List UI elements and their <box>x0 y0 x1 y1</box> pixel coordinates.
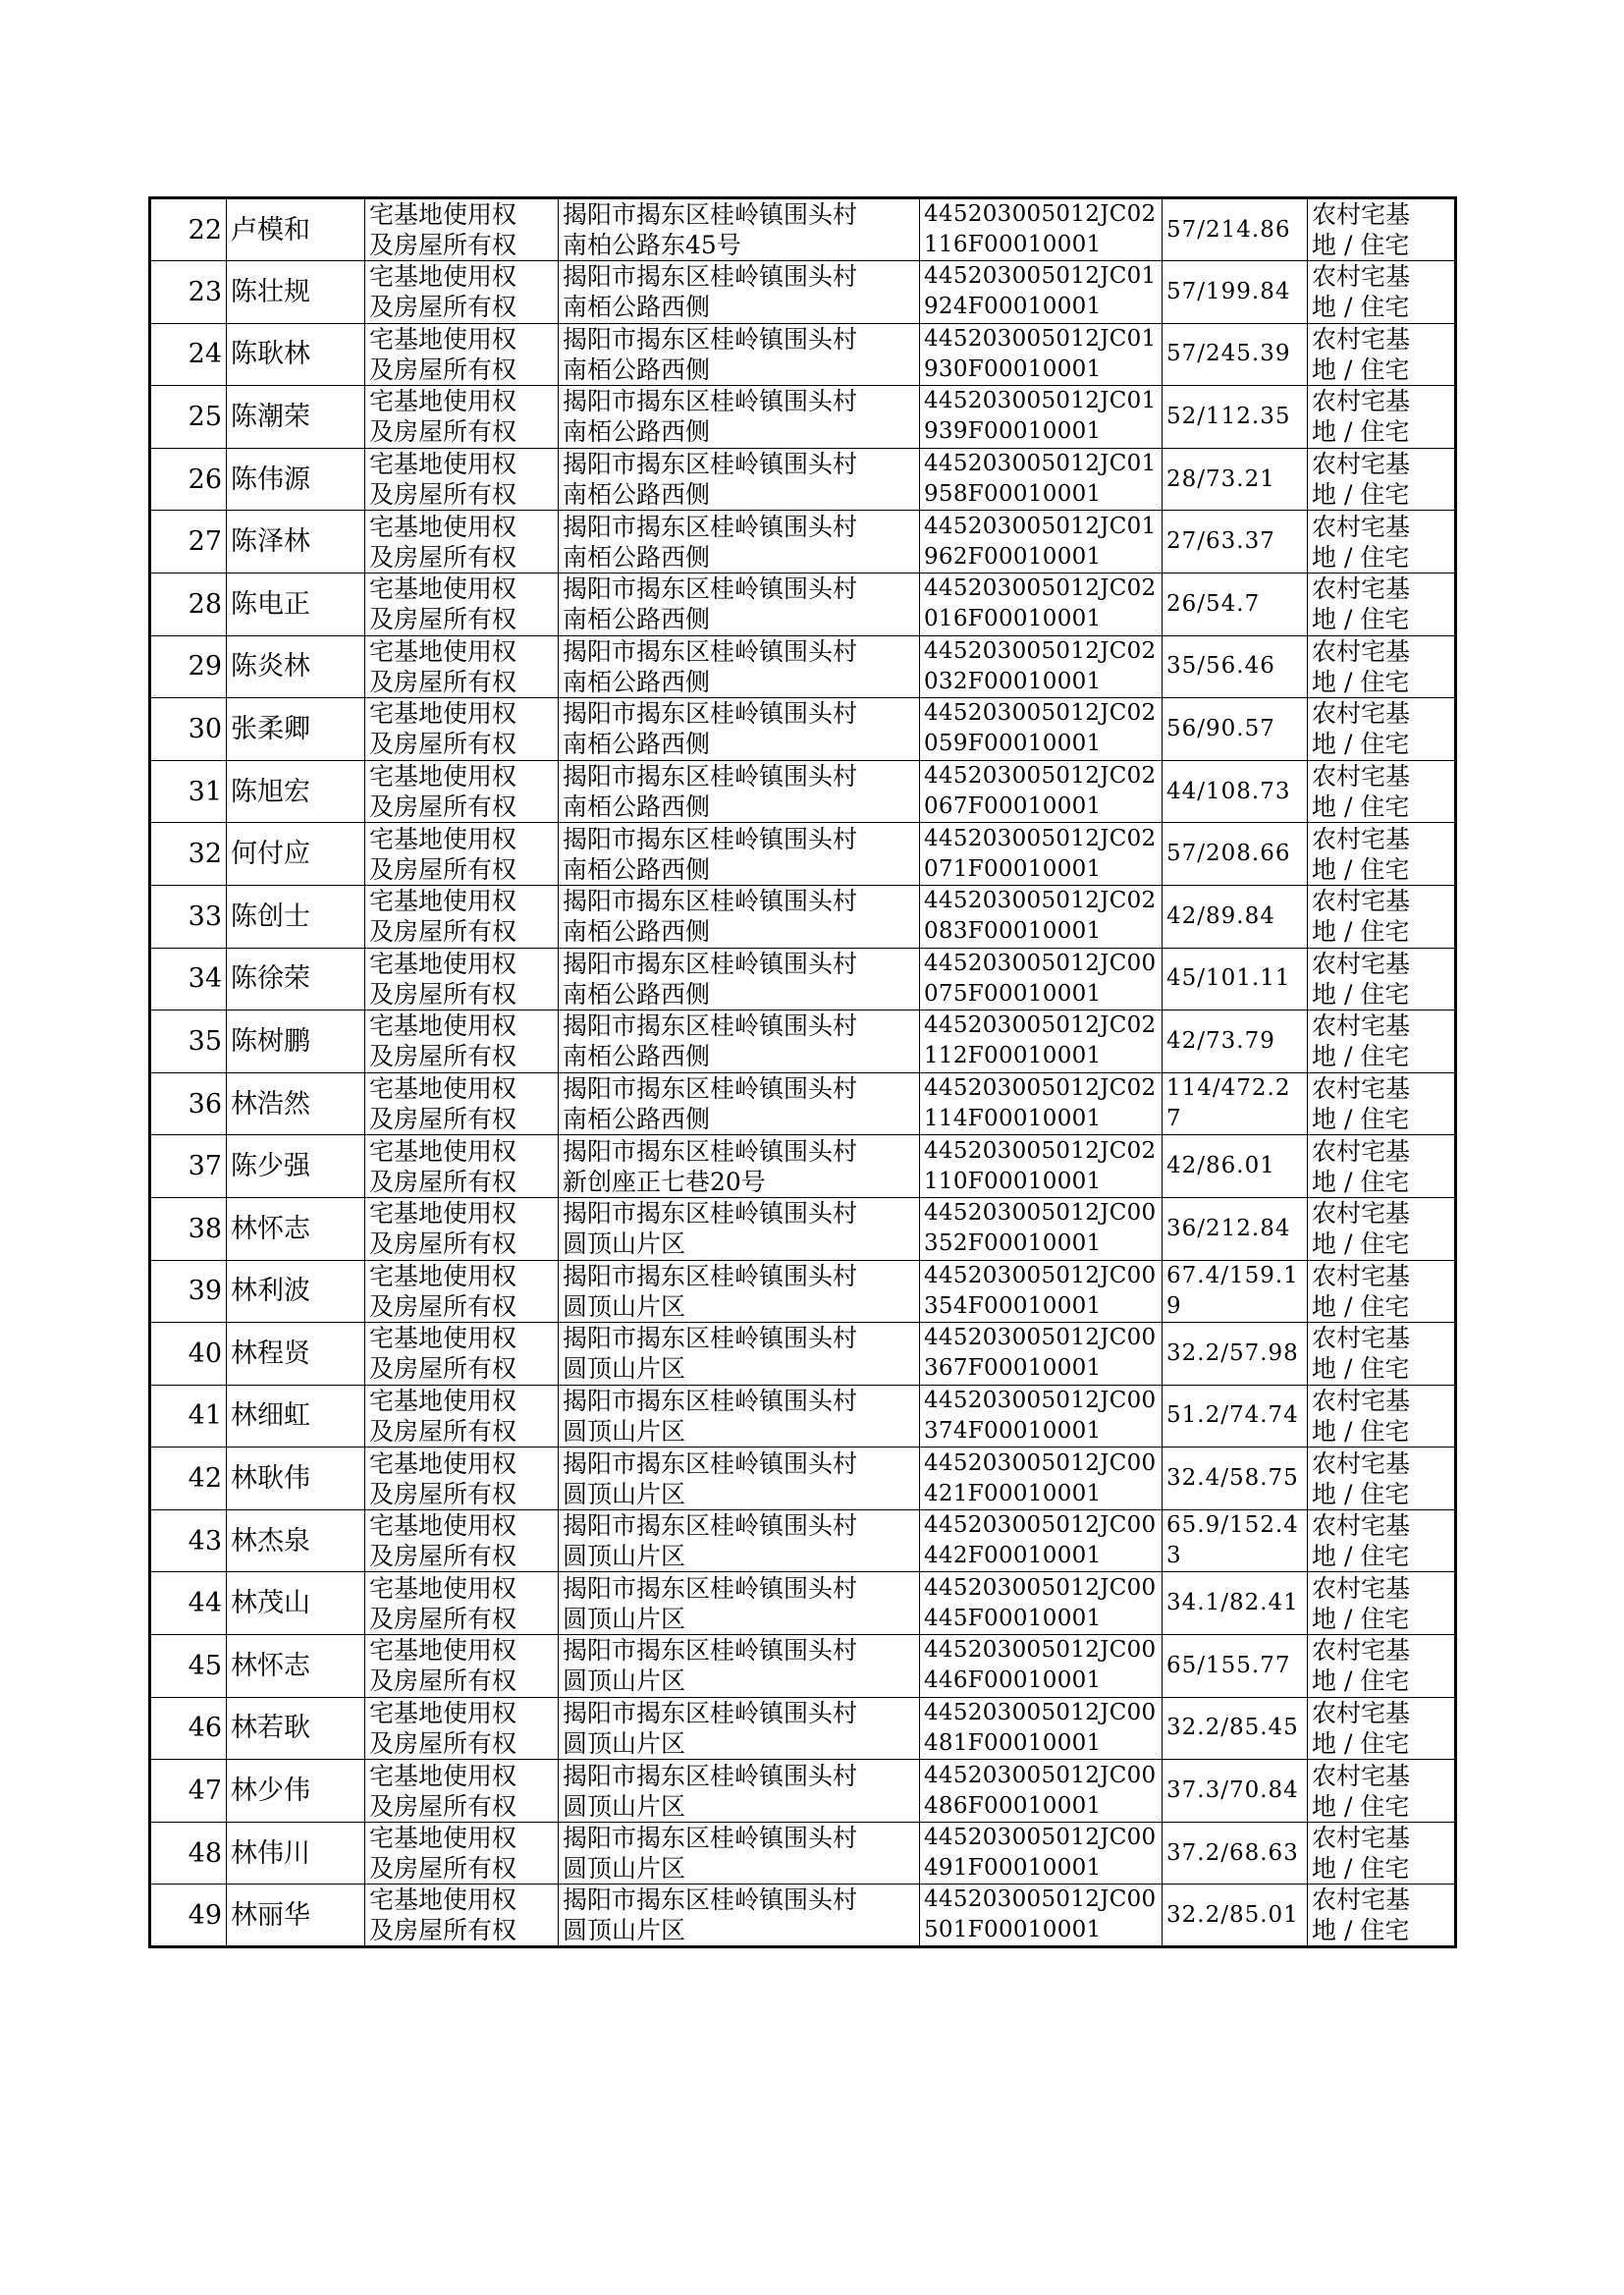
property-location: 揭阳市揭东区桂岭镇围头村 南栢公路西侧 <box>559 823 920 886</box>
owner-name: 林浩然 <box>227 1072 365 1135</box>
right-type: 宅基地使用权 及房屋所有权 <box>365 1011 559 1073</box>
row-number: 40 <box>150 1323 227 1386</box>
land-use: 农村宅基 地 / 住宅 <box>1308 823 1456 886</box>
property-location: 揭阳市揭东区桂岭镇围头村 南栢公路西侧 <box>559 573 920 635</box>
unit-number: 445203005012JC02032F00010001 <box>920 635 1163 698</box>
table-row <box>150 1760 1456 1823</box>
land-use: 农村宅基 地 / 住宅 <box>1308 885 1456 948</box>
owner-name: 陈泽林 <box>227 511 365 574</box>
row-number: 31 <box>150 760 227 823</box>
area-value: 45/101.11 <box>1163 948 1308 1011</box>
row-number: 28 <box>150 573 227 635</box>
table-row <box>150 1385 1456 1448</box>
right-type: 宅基地使用权 及房屋所有权 <box>365 1260 559 1323</box>
property-location: 揭阳市揭东区桂岭镇围头村 圆顶山片区 <box>559 1760 920 1823</box>
row-number: 38 <box>150 1197 227 1260</box>
land-use: 农村宅基 地 / 住宅 <box>1308 948 1456 1011</box>
owner-name: 林耿伟 <box>227 1448 365 1510</box>
table-row <box>150 386 1456 449</box>
property-location: 揭阳市揭东区桂岭镇围头村 圆顶山片区 <box>559 1323 920 1386</box>
area-value: 67.4/159.19 <box>1163 1260 1308 1323</box>
area-value: 37.3/70.84 <box>1163 1760 1308 1823</box>
row-number: 22 <box>150 198 227 261</box>
unit-number: 445203005012JC00442F00010001 <box>920 1509 1163 1572</box>
row-number: 26 <box>150 448 227 511</box>
land-use: 农村宅基 地 / 住宅 <box>1308 1885 1456 1947</box>
right-type: 宅基地使用权 及房屋所有权 <box>365 1760 559 1823</box>
property-location: 揭阳市揭东区桂岭镇围头村 圆顶山片区 <box>559 1822 920 1885</box>
land-use: 农村宅基 地 / 住宅 <box>1308 1072 1456 1135</box>
owner-name: 陈电正 <box>227 573 365 635</box>
property-location: 揭阳市揭东区桂岭镇围头村 南栢公路西侧 <box>559 948 920 1011</box>
table-row <box>150 261 1456 324</box>
right-type: 宅基地使用权 及房屋所有权 <box>365 261 559 324</box>
property-location: 揭阳市揭东区桂岭镇围头村 圆顶山片区 <box>559 1197 920 1260</box>
right-type: 宅基地使用权 及房屋所有权 <box>365 823 559 886</box>
owner-name: 林程贤 <box>227 1323 365 1386</box>
unit-number: 445203005012JC02110F00010001 <box>920 1135 1163 1198</box>
table-row <box>150 323 1456 386</box>
area-value: 32.2/85.01 <box>1163 1885 1308 1947</box>
unit-number: 445203005012JC01939F00010001 <box>920 386 1163 449</box>
row-number: 32 <box>150 823 227 886</box>
unit-number: 445203005012JC00367F00010001 <box>920 1323 1163 1386</box>
row-number: 27 <box>150 511 227 574</box>
owner-name: 林怀志 <box>227 1635 365 1698</box>
right-type: 宅基地使用权 及房屋所有权 <box>365 1448 559 1510</box>
right-type: 宅基地使用权 及房屋所有权 <box>365 1572 559 1635</box>
right-type: 宅基地使用权 及房屋所有权 <box>365 386 559 449</box>
row-number: 46 <box>150 1697 227 1760</box>
area-value: 52/112.35 <box>1163 386 1308 449</box>
table-row <box>150 1572 1456 1635</box>
table-row <box>150 1509 1456 1572</box>
owner-name: 林丽华 <box>227 1885 365 1947</box>
right-type: 宅基地使用权 及房屋所有权 <box>365 1323 559 1386</box>
unit-number: 445203005012JC00486F00010001 <box>920 1760 1163 1823</box>
unit-number: 445203005012JC00491F00010001 <box>920 1822 1163 1885</box>
owner-name: 林利波 <box>227 1260 365 1323</box>
land-use: 农村宅基 地 / 住宅 <box>1308 1448 1456 1510</box>
property-location: 揭阳市揭东区桂岭镇围头村 南栢公路西侧 <box>559 1011 920 1073</box>
land-use: 农村宅基 地 / 住宅 <box>1308 573 1456 635</box>
row-number: 48 <box>150 1822 227 1885</box>
land-use: 农村宅基 地 / 住宅 <box>1308 386 1456 449</box>
unit-number: 445203005012JC00354F00010001 <box>920 1260 1163 1323</box>
land-use: 农村宅基 地 / 住宅 <box>1308 261 1456 324</box>
owner-name: 何付应 <box>227 823 365 886</box>
property-location: 揭阳市揭东区桂岭镇围头村 南栢公路西侧 <box>559 885 920 948</box>
area-value: 27/63.37 <box>1163 511 1308 574</box>
unit-number: 445203005012JC00374F00010001 <box>920 1385 1163 1448</box>
row-number: 45 <box>150 1635 227 1698</box>
land-use: 农村宅基 地 / 住宅 <box>1308 1509 1456 1572</box>
right-type: 宅基地使用权 及房屋所有权 <box>365 1135 559 1198</box>
area-value: 32.4/58.75 <box>1163 1448 1308 1510</box>
property-location: 揭阳市揭东区桂岭镇围头村 南柏公路东45号 <box>559 198 920 261</box>
right-type: 宅基地使用权 及房屋所有权 <box>365 1509 559 1572</box>
owner-name: 陈树鹏 <box>227 1011 365 1073</box>
table-row <box>150 1635 1456 1698</box>
property-location: 揭阳市揭东区桂岭镇围头村 南栢公路西侧 <box>559 511 920 574</box>
unit-number: 445203005012JC02114F00010001 <box>920 1072 1163 1135</box>
owner-name: 陈旭宏 <box>227 760 365 823</box>
row-number: 34 <box>150 948 227 1011</box>
owner-name: 林茂山 <box>227 1572 365 1635</box>
table-row <box>150 1011 1456 1073</box>
property-location: 揭阳市揭东区桂岭镇围头村 南栢公路西侧 <box>559 323 920 386</box>
right-type: 宅基地使用权 及房屋所有权 <box>365 1885 559 1947</box>
owner-name: 陈少强 <box>227 1135 365 1198</box>
land-use: 农村宅基 地 / 住宅 <box>1308 1197 1456 1260</box>
property-location: 揭阳市揭东区桂岭镇围头村 南栢公路西侧 <box>559 1072 920 1135</box>
land-use: 农村宅基 地 / 住宅 <box>1308 448 1456 511</box>
owner-name: 林若耿 <box>227 1697 365 1760</box>
owner-name: 陈耿林 <box>227 323 365 386</box>
right-type: 宅基地使用权 及房屋所有权 <box>365 1635 559 1698</box>
right-type: 宅基地使用权 及房屋所有权 <box>365 323 559 386</box>
area-value: 51.2/74.74 <box>1163 1385 1308 1448</box>
row-number: 49 <box>150 1885 227 1947</box>
right-type: 宅基地使用权 及房屋所有权 <box>365 511 559 574</box>
table-row <box>150 1323 1456 1386</box>
area-value: 37.2/68.63 <box>1163 1822 1308 1885</box>
unit-number: 445203005012JC02071F00010001 <box>920 823 1163 886</box>
right-type: 宅基地使用权 及房屋所有权 <box>365 1072 559 1135</box>
land-use: 农村宅基 地 / 住宅 <box>1308 1572 1456 1635</box>
right-type: 宅基地使用权 及房屋所有权 <box>365 573 559 635</box>
property-location: 揭阳市揭东区桂岭镇围头村 南栢公路西侧 <box>559 386 920 449</box>
unit-number: 445203005012JC01962F00010001 <box>920 511 1163 574</box>
area-value: 56/90.57 <box>1163 698 1308 761</box>
area-value: 32.2/85.45 <box>1163 1697 1308 1760</box>
owner-name: 林少伟 <box>227 1760 365 1823</box>
area-value: 44/108.73 <box>1163 760 1308 823</box>
row-number: 35 <box>150 1011 227 1073</box>
right-type: 宅基地使用权 及房屋所有权 <box>365 948 559 1011</box>
row-number: 44 <box>150 1572 227 1635</box>
unit-number: 445203005012JC01930F00010001 <box>920 323 1163 386</box>
property-location: 揭阳市揭东区桂岭镇围头村 圆顶山片区 <box>559 1385 920 1448</box>
table-row <box>150 1448 1456 1510</box>
land-use: 农村宅基 地 / 住宅 <box>1308 760 1456 823</box>
table-row <box>150 1260 1456 1323</box>
row-number: 30 <box>150 698 227 761</box>
right-type: 宅基地使用权 及房屋所有权 <box>365 1697 559 1760</box>
table-row <box>150 885 1456 948</box>
property-location: 揭阳市揭东区桂岭镇围头村 圆顶山片区 <box>559 1697 920 1760</box>
table-row <box>150 635 1456 698</box>
right-type: 宅基地使用权 及房屋所有权 <box>365 635 559 698</box>
unit-number: 445203005012JC01924F00010001 <box>920 261 1163 324</box>
area-value: 32.2/57.98 <box>1163 1323 1308 1386</box>
right-type: 宅基地使用权 及房屋所有权 <box>365 1385 559 1448</box>
land-use: 农村宅基 地 / 住宅 <box>1308 635 1456 698</box>
table-row <box>150 1822 1456 1885</box>
area-value: 42/73.79 <box>1163 1011 1308 1073</box>
table-row <box>150 948 1456 1011</box>
property-location: 揭阳市揭东区桂岭镇围头村 新创座正七巷20号 <box>559 1135 920 1198</box>
table-row <box>150 198 1456 261</box>
land-use: 农村宅基 地 / 住宅 <box>1308 1260 1456 1323</box>
property-location: 揭阳市揭东区桂岭镇围头村 圆顶山片区 <box>559 1448 920 1510</box>
row-number: 24 <box>150 323 227 386</box>
unit-number: 445203005012JC02083F00010001 <box>920 885 1163 948</box>
right-type: 宅基地使用权 及房屋所有权 <box>365 1822 559 1885</box>
owner-name: 卢模和 <box>227 198 365 261</box>
owner-name: 林杰泉 <box>227 1509 365 1572</box>
owner-name: 陈徐荣 <box>227 948 365 1011</box>
table-row <box>150 760 1456 823</box>
area-value: 114/472.27 <box>1163 1072 1308 1135</box>
unit-number: 445203005012JC02067F00010001 <box>920 760 1163 823</box>
area-value: 26/54.7 <box>1163 573 1308 635</box>
right-type: 宅基地使用权 及房屋所有权 <box>365 198 559 261</box>
area-value: 35/56.46 <box>1163 635 1308 698</box>
table-row <box>150 1197 1456 1260</box>
property-location: 揭阳市揭东区桂岭镇围头村 圆顶山片区 <box>559 1260 920 1323</box>
table-row <box>150 1697 1456 1760</box>
property-location: 揭阳市揭东区桂岭镇围头村 圆顶山片区 <box>559 1635 920 1698</box>
table-row <box>150 823 1456 886</box>
row-number: 42 <box>150 1448 227 1510</box>
land-use: 农村宅基 地 / 住宅 <box>1308 1135 1456 1198</box>
land-use: 农村宅基 地 / 住宅 <box>1308 1323 1456 1386</box>
table-row <box>150 1072 1456 1135</box>
unit-number: 445203005012JC00352F00010001 <box>920 1197 1163 1260</box>
property-location: 揭阳市揭东区桂岭镇围头村 南栢公路西侧 <box>559 448 920 511</box>
property-location: 揭阳市揭东区桂岭镇围头村 南栢公路西侧 <box>559 635 920 698</box>
row-number: 36 <box>150 1072 227 1135</box>
row-number: 37 <box>150 1135 227 1198</box>
table-body <box>150 198 1456 1947</box>
property-location: 揭阳市揭东区桂岭镇围头村 圆顶山片区 <box>559 1572 920 1635</box>
land-use: 农村宅基 地 / 住宅 <box>1308 1385 1456 1448</box>
table-row <box>150 1135 1456 1198</box>
land-use: 农村宅基 地 / 住宅 <box>1308 323 1456 386</box>
unit-number: 445203005012JC00481F00010001 <box>920 1697 1163 1760</box>
table-row <box>150 1885 1456 1947</box>
unit-number: 445203005012JC00446F00010001 <box>920 1635 1163 1698</box>
area-value: 34.1/82.41 <box>1163 1572 1308 1635</box>
owner-name: 陈创士 <box>227 885 365 948</box>
property-location: 揭阳市揭东区桂岭镇围头村 南栢公路西侧 <box>559 760 920 823</box>
row-number: 23 <box>150 261 227 324</box>
registry-table <box>148 196 1457 1948</box>
row-number: 33 <box>150 885 227 948</box>
owner-name: 陈潮荣 <box>227 386 365 449</box>
table-row <box>150 698 1456 761</box>
area-value: 36/212.84 <box>1163 1197 1308 1260</box>
land-use: 农村宅基 地 / 住宅 <box>1308 198 1456 261</box>
row-number: 29 <box>150 635 227 698</box>
row-number: 43 <box>150 1509 227 1572</box>
right-type: 宅基地使用权 及房屋所有权 <box>365 885 559 948</box>
land-use: 农村宅基 地 / 住宅 <box>1308 1760 1456 1823</box>
table-row <box>150 573 1456 635</box>
property-location: 揭阳市揭东区桂岭镇围头村 圆顶山片区 <box>559 1509 920 1572</box>
area-value: 65.9/152.43 <box>1163 1509 1308 1572</box>
owner-name: 陈壮规 <box>227 261 365 324</box>
row-number: 39 <box>150 1260 227 1323</box>
owner-name: 张柔卿 <box>227 698 365 761</box>
right-type: 宅基地使用权 及房屋所有权 <box>365 448 559 511</box>
area-value: 42/86.01 <box>1163 1135 1308 1198</box>
area-value: 42/89.84 <box>1163 885 1308 948</box>
property-location: 揭阳市揭东区桂岭镇围头村 圆顶山片区 <box>559 1885 920 1947</box>
unit-number: 445203005012JC00421F00010001 <box>920 1448 1163 1510</box>
unit-number: 445203005012JC02059F00010001 <box>920 698 1163 761</box>
land-use: 农村宅基 地 / 住宅 <box>1308 511 1456 574</box>
unit-number: 445203005012JC02016F00010001 <box>920 573 1163 635</box>
area-value: 57/214.86 <box>1163 198 1308 261</box>
unit-number: 445203005012JC02116F00010001 <box>920 198 1163 261</box>
unit-number: 445203005012JC01958F00010001 <box>920 448 1163 511</box>
owner-name: 林细虹 <box>227 1385 365 1448</box>
right-type: 宅基地使用权 及房屋所有权 <box>365 698 559 761</box>
owner-name: 林怀志 <box>227 1197 365 1260</box>
right-type: 宅基地使用权 及房屋所有权 <box>365 1197 559 1260</box>
land-use: 农村宅基 地 / 住宅 <box>1308 1697 1456 1760</box>
row-number: 41 <box>150 1385 227 1448</box>
unit-number: 445203005012JC02112F00010001 <box>920 1011 1163 1073</box>
owner-name: 陈炎林 <box>227 635 365 698</box>
area-value: 65/155.77 <box>1163 1635 1308 1698</box>
land-use: 农村宅基 地 / 住宅 <box>1308 1635 1456 1698</box>
row-number: 47 <box>150 1760 227 1823</box>
row-number: 25 <box>150 386 227 449</box>
right-type: 宅基地使用权 及房屋所有权 <box>365 760 559 823</box>
table-row <box>150 511 1456 574</box>
area-value: 28/73.21 <box>1163 448 1308 511</box>
property-location: 揭阳市揭东区桂岭镇围头村 南栢公路西侧 <box>559 261 920 324</box>
land-use: 农村宅基 地 / 住宅 <box>1308 1822 1456 1885</box>
unit-number: 445203005012JC00501F00010001 <box>920 1885 1163 1947</box>
owner-name: 林伟川 <box>227 1822 365 1885</box>
land-use: 农村宅基 地 / 住宅 <box>1308 698 1456 761</box>
area-value: 57/208.66 <box>1163 823 1308 886</box>
area-value: 57/245.39 <box>1163 323 1308 386</box>
property-location: 揭阳市揭东区桂岭镇围头村 南栢公路西侧 <box>559 698 920 761</box>
land-use: 农村宅基 地 / 住宅 <box>1308 1011 1456 1073</box>
owner-name: 陈伟源 <box>227 448 365 511</box>
unit-number: 445203005012JC00075F00010001 <box>920 948 1163 1011</box>
table-row <box>150 448 1456 511</box>
unit-number: 445203005012JC00445F00010001 <box>920 1572 1163 1635</box>
area-value: 57/199.84 <box>1163 261 1308 324</box>
